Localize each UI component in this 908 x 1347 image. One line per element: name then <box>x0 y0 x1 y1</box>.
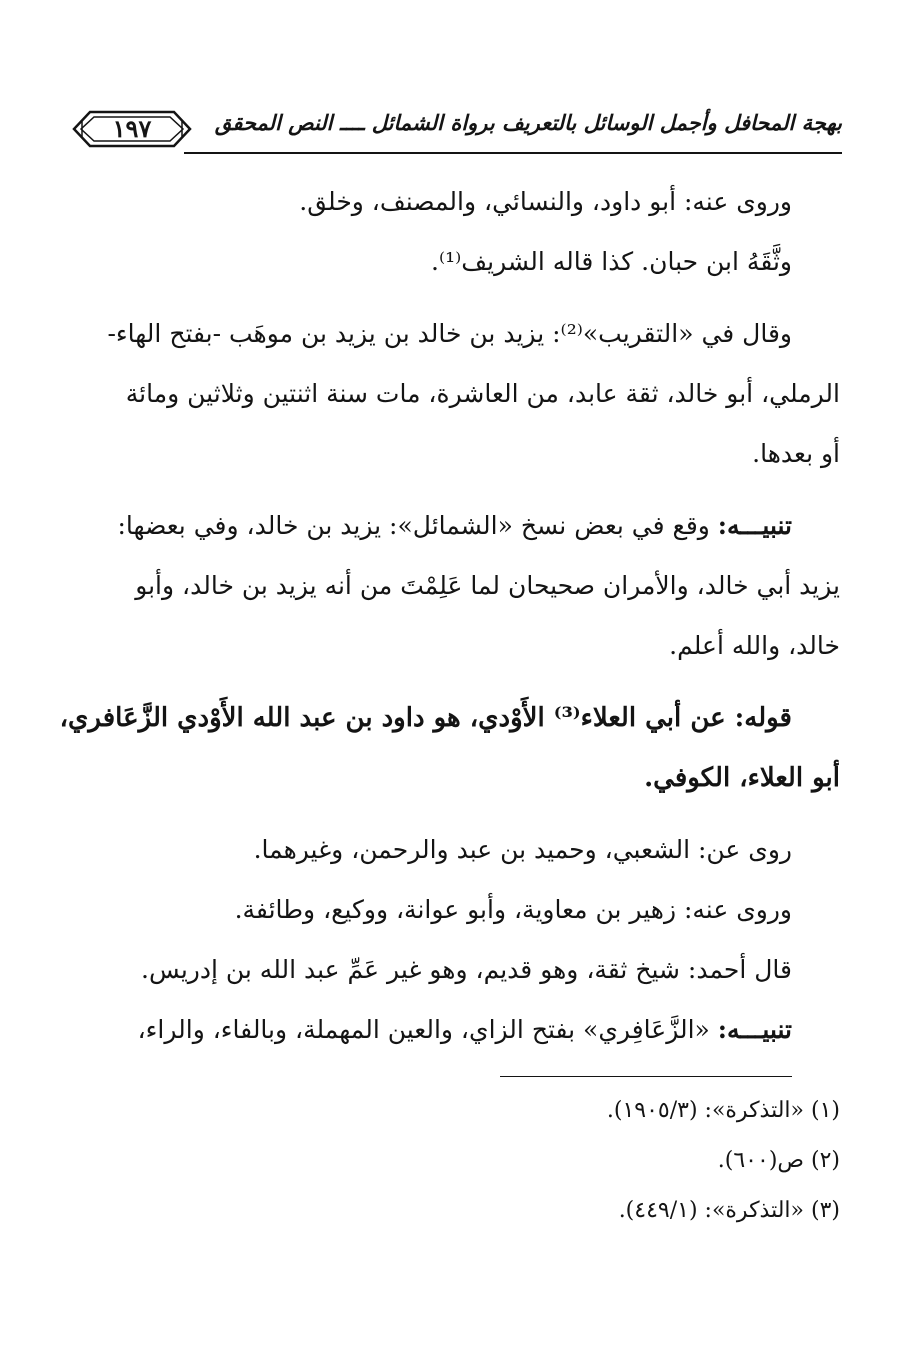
note-label: تنبيـــه: <box>717 511 792 540</box>
note-label: تنبيـــه: <box>717 1015 792 1044</box>
text-line: وروى عنه: زهير بن معاوية، وأبو عوانة، ووكيع، وطائفة. <box>234 895 792 924</box>
text-line: وقال في «التقريب»⁽²⁾: يزيد بن خالد بن يزيد بن موهَب -بفتح الهاء- <box>107 319 792 348</box>
note-text: وقع في بعض نسخ «الشمائل»: يزيد بن خالد، وفي بعضها: <box>117 511 718 540</box>
heading-line: أبو العلاء، الكوفي. <box>644 763 840 793</box>
text-line: وثَّقَهُ ابن حبان. كذا قاله الشريف⁽¹⁾. <box>431 247 792 276</box>
footnote: (٣) «التذكرة»: (٤٤٩/١). <box>618 1198 840 1223</box>
text-line: قال أحمد: شيخ ثقة، وهو قديم، وهو غير عَمِّ عبد الله بن إدريس. <box>141 955 792 984</box>
footnote-divider <box>500 1076 792 1077</box>
footnote: (٢) ص(٦٠٠). <box>717 1148 840 1173</box>
heading-line: قوله: عن أبي العلاء⁽³⁾ الأَوْدي، هو داود بن عبد الله الأَوْدي الزَّعَافري، <box>59 703 792 733</box>
main-text <box>59 172 840 1060</box>
text-line: أو بعدها. <box>752 439 840 468</box>
page-header <box>72 100 842 162</box>
text-line: خالد، والله أعلم. <box>669 631 840 660</box>
running-title: بهجة المحافل وأجمل الوسائل بالتعريف برواة الشمائل ــــ النص المحقق <box>214 110 842 135</box>
footnote: (١) «التذكرة»: (١٩٠٥/٣). <box>606 1098 840 1123</box>
page-number-ornament <box>72 104 192 154</box>
text-line <box>112 496 840 556</box>
text-line: الرملي، أبو خالد، ثقة عابد، من العاشرة، مات سنة اثنتين وثلاثين ومائة <box>125 379 840 408</box>
footnotes <box>112 1086 840 1236</box>
header-divider <box>184 152 842 154</box>
text-line <box>112 1000 840 1060</box>
page-number: ١٩٧ <box>112 114 152 143</box>
text-line: روى عن: الشعبي، وحميد بن عبد والرحمن، وغيرهما. <box>253 835 792 864</box>
note-text: «الزَّعَافِري» بفتح الزاي، والعين المهملة، وبالفاء، والراء، <box>137 1015 718 1044</box>
text-line: وروى عنه: أبو داود، والنسائي، والمصنف، وخلق. <box>299 187 792 216</box>
text-line: يزيد أبي خالد، والأمران صحيحان لما عَلِمْتَ من أنه يزيد بن خالد، وأبو <box>135 571 840 600</box>
